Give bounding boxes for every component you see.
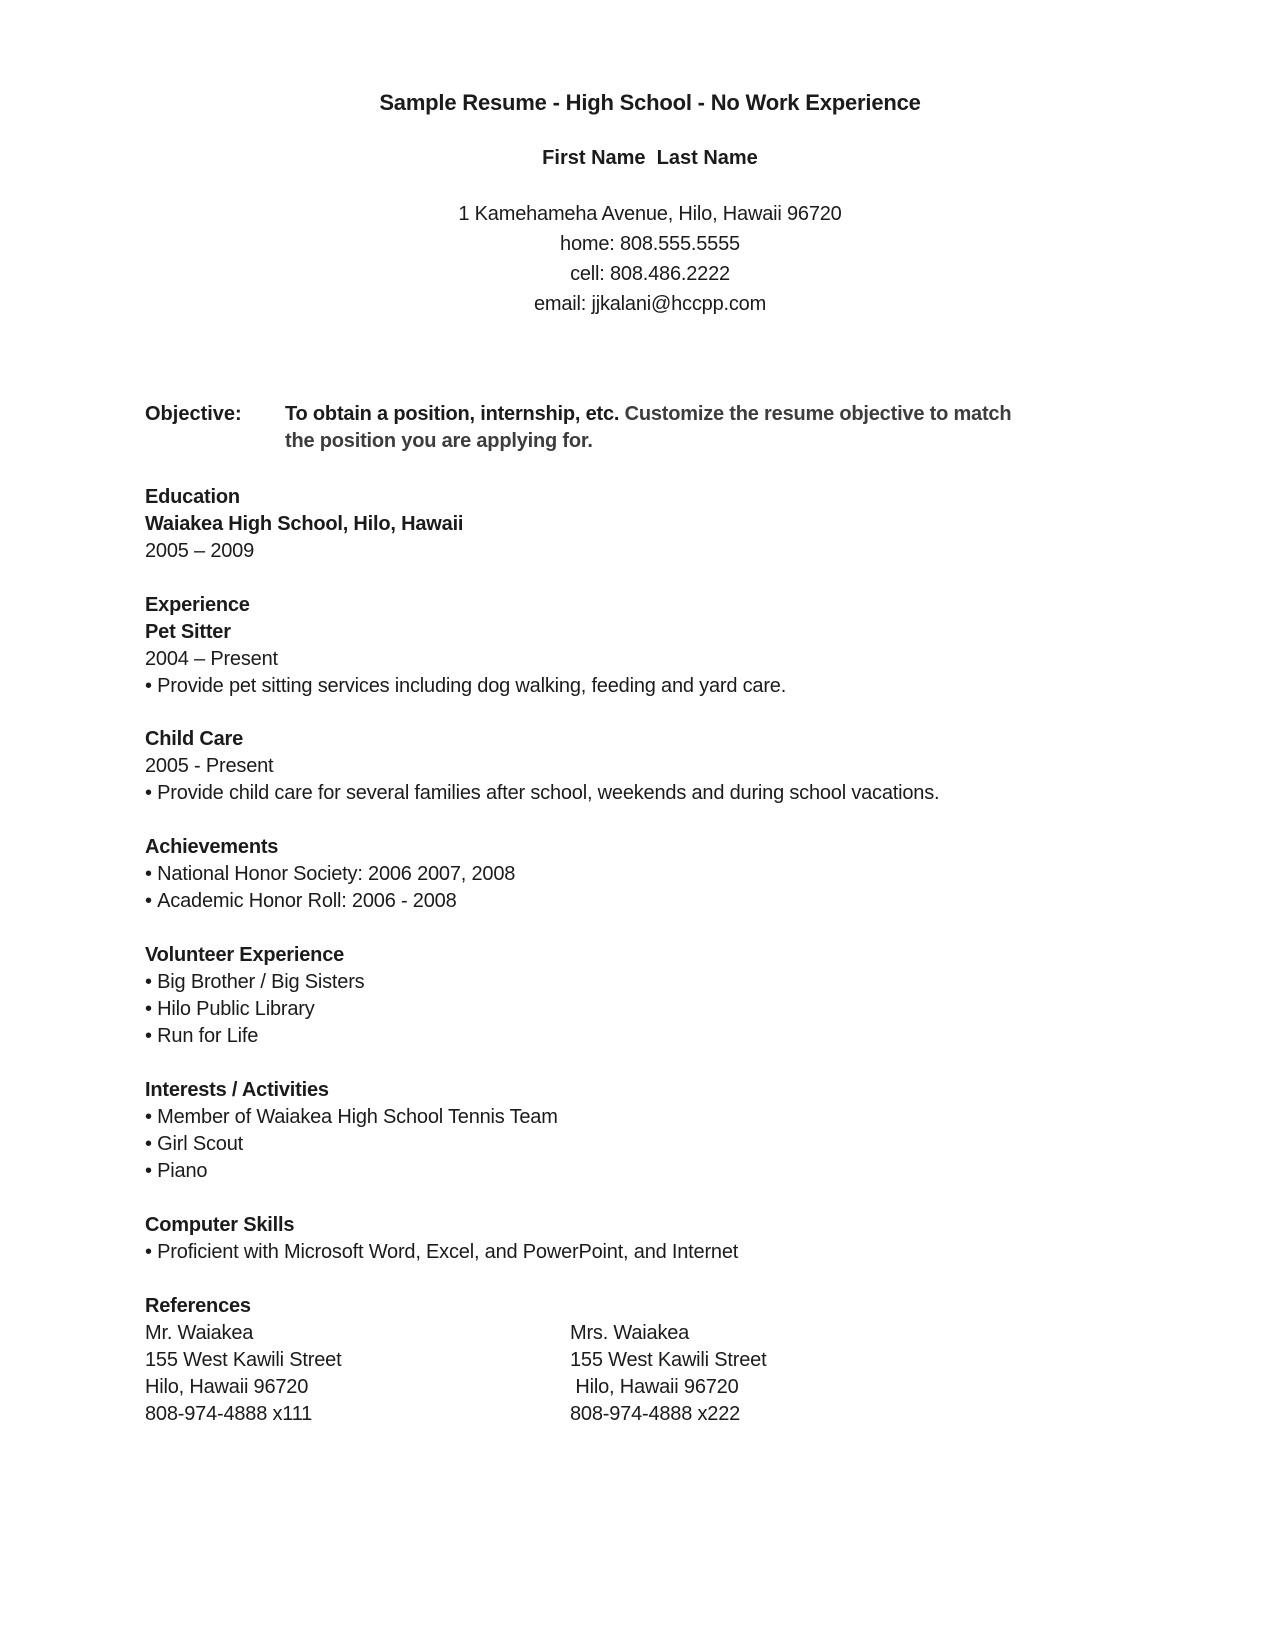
achievements-list: [145, 861, 1155, 915]
job-title: Child Care: [145, 728, 244, 750]
volunteer-section: [145, 942, 1155, 1050]
education-section: [145, 484, 1155, 565]
objective-text-black: To obtain a position, internship, etc.: [285, 403, 625, 425]
volunteer-item: • Run for Life: [145, 1023, 1155, 1050]
job-bullets: [145, 673, 1155, 700]
job-dates: 2004 – Present: [145, 648, 278, 670]
education-dates: 2005 – 2009: [145, 540, 255, 562]
contact-cell-phone: cell: 808.486.2222: [570, 263, 730, 285]
contact-address: 1 Kamehameha Avenue, Hilo, Hawaii 96720: [458, 203, 842, 225]
reference-name: Mr. Waiakea: [145, 1322, 254, 1344]
reference-name: Mrs. Waiakea: [570, 1322, 690, 1344]
volunteer-heading: Volunteer Experience: [145, 944, 345, 966]
job-title: Pet Sitter: [145, 621, 231, 643]
objective-label: Objective:: [145, 403, 242, 425]
document-title: Sample Resume - High School - No Work Experience: [379, 90, 921, 115]
objective-text: [285, 401, 1045, 455]
reference-street: 155 West Kawili Street: [145, 1349, 342, 1371]
contact-block: [145, 199, 1155, 319]
education-school: Waiakea High School, Hilo, Hawaii: [145, 513, 464, 535]
interests-section: [145, 1077, 1155, 1185]
objective-section: [145, 401, 1155, 455]
contact-home-phone: home: 808.555.5555: [560, 233, 740, 255]
job-bullet: • Provide child care for several families after school, weekends and during school vacations.: [145, 780, 1155, 807]
interest-item: • Member of Waiakea High School Tennis Team: [145, 1104, 1155, 1131]
reference-city: Hilo, Hawaii 96720: [570, 1376, 739, 1398]
references-heading: References: [145, 1295, 251, 1317]
volunteer-item: • Big Brother / Big Sisters: [145, 969, 1155, 996]
job-bullets: [145, 780, 1155, 807]
achievements-heading: Achievements: [145, 836, 279, 858]
reference-street: 155 West Kawili Street: [570, 1349, 767, 1371]
job-bullet: • Provide pet sitting services including dog walking, feeding and yard care.: [145, 673, 1155, 700]
objective-text-gray: Customize the resume objective to match the position you are applying for.: [285, 403, 1012, 452]
achievement-item: • National Honor Society: 2006 2007, 2008: [145, 861, 1155, 888]
achievements-section: [145, 834, 1155, 915]
job-dates: 2005 - Present: [145, 755, 274, 777]
reference-city: Hilo, Hawaii 96720: [145, 1376, 309, 1398]
references-columns: [145, 1320, 1155, 1428]
computer-skills-list: [145, 1239, 1155, 1266]
interest-item: • Girl Scout: [145, 1131, 1155, 1158]
computer-skills-section: [145, 1212, 1155, 1266]
experience-heading: Experience: [145, 594, 250, 616]
candidate-name: First Name Last Name: [542, 147, 758, 169]
volunteer-item: • Hilo Public Library: [145, 996, 1155, 1023]
volunteer-list: [145, 969, 1155, 1050]
interest-item: • Piano: [145, 1158, 1155, 1185]
experience-job: [145, 619, 1155, 700]
reference-left: [145, 1320, 570, 1428]
education-heading: Education: [145, 486, 240, 508]
reference-right: [570, 1320, 766, 1428]
experience-section: [145, 592, 1155, 807]
reference-phone: 808-974-4888 x222: [570, 1403, 741, 1425]
achievement-item: • Academic Honor Roll: 2006 - 2008: [145, 888, 1155, 915]
interests-list: [145, 1104, 1155, 1185]
computer-skill-item: • Proficient with Microsoft Word, Excel, and PowerPoint, and Internet: [145, 1239, 1155, 1266]
reference-phone: 808-974-4888 x111: [145, 1403, 313, 1425]
contact-email: email: jjkalani@hccpp.com: [533, 293, 767, 315]
computer-skills-heading: Computer Skills: [145, 1214, 295, 1236]
experience-job: [145, 726, 1155, 807]
references-section: [145, 1293, 1155, 1428]
interests-heading: Interests / Activities: [145, 1079, 329, 1101]
